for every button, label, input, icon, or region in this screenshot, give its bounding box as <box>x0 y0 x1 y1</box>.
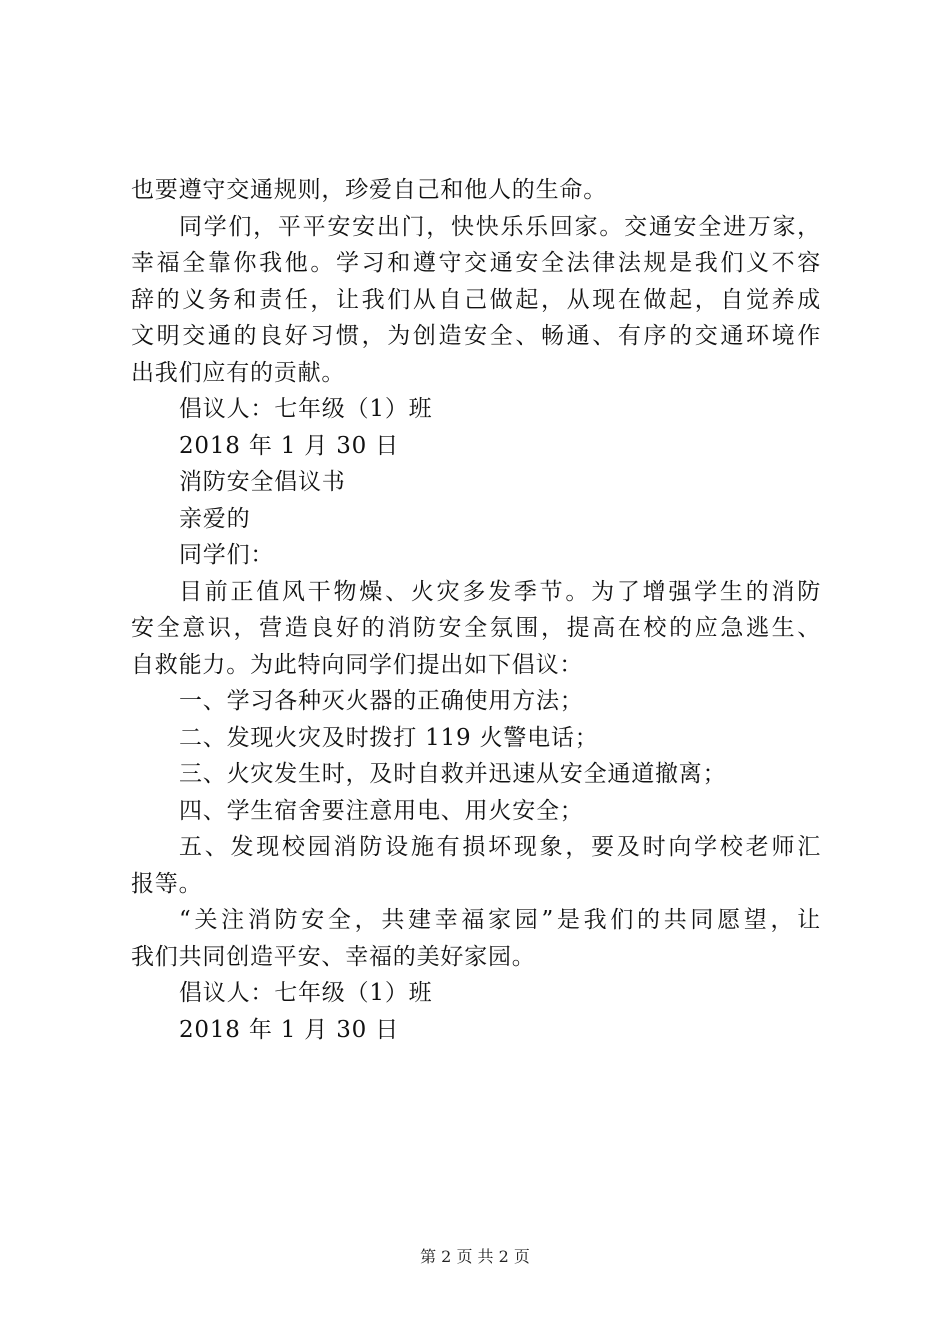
page-footer: 第 2 页 共 2 页 <box>420 1247 530 1266</box>
list-item: 三、火灾发生时，及时自救并迅速从安全通道撤离； <box>179 761 727 787</box>
signature-line: 倡议人：七年级（1）班 <box>179 980 433 1006</box>
section-title: 消防安全倡议书 <box>179 469 346 495</box>
text-line: 文明交通的良好习惯，为创造安全、畅通、有序的交通环境作 <box>131 323 821 349</box>
text-line: 也要遵守交通规则，珍爱自己和他人的生命。 <box>131 177 607 203</box>
text-line: 自救能力。为此特向同学们提出如下倡议： <box>131 651 584 678</box>
text-line: 辞的义务和责任，让我们从自己做起，从现在做起，自觉养成 <box>131 286 821 313</box>
text-line: 出我们应有的贡献。 <box>131 359 346 386</box>
signature-line: 倡议人：七年级（1）班 <box>179 396 433 422</box>
list-item: 二、发现火灾及时拨打 119 火警电话； <box>179 724 599 751</box>
salutation-line: 亲爱的 <box>179 505 251 532</box>
list-item: 四、学生宿舍要注意用电、用火安全； <box>179 797 584 824</box>
text-line: 我们共同创造平安、幸福的美好家园。 <box>131 943 536 970</box>
list-item: 一、学习各种灭火器的正确使用方法； <box>179 688 584 714</box>
text-line: “关注消防安全，共建幸福家园”是我们的共同愿望，让 <box>179 907 821 933</box>
date-line: 2018 年 1 月 30 日 <box>179 1016 399 1043</box>
text-line: 报等。 <box>131 870 203 897</box>
date-line: 2018 年 1 月 30 日 <box>179 432 399 459</box>
text-line: 安全意识，营造良好的消防安全氛围，提高在校的应急逃生、 <box>131 615 821 641</box>
text-line: 同学们，平平安安出门，快快乐乐回家。交通安全进万家， <box>179 213 821 240</box>
list-item: 五、发现校园消防设施有损坏现象，要及时向学校老师汇 <box>179 834 821 860</box>
document-body <box>131 172 821 1048</box>
text-line: 幸福全靠你我他。学习和遵守交通安全法律法规是我们义不容 <box>131 250 821 276</box>
salutation-line: 同学们： <box>179 542 275 568</box>
text-line: 目前正值风干物燥、火灾多发季节。为了增强学生的消防 <box>179 578 821 605</box>
